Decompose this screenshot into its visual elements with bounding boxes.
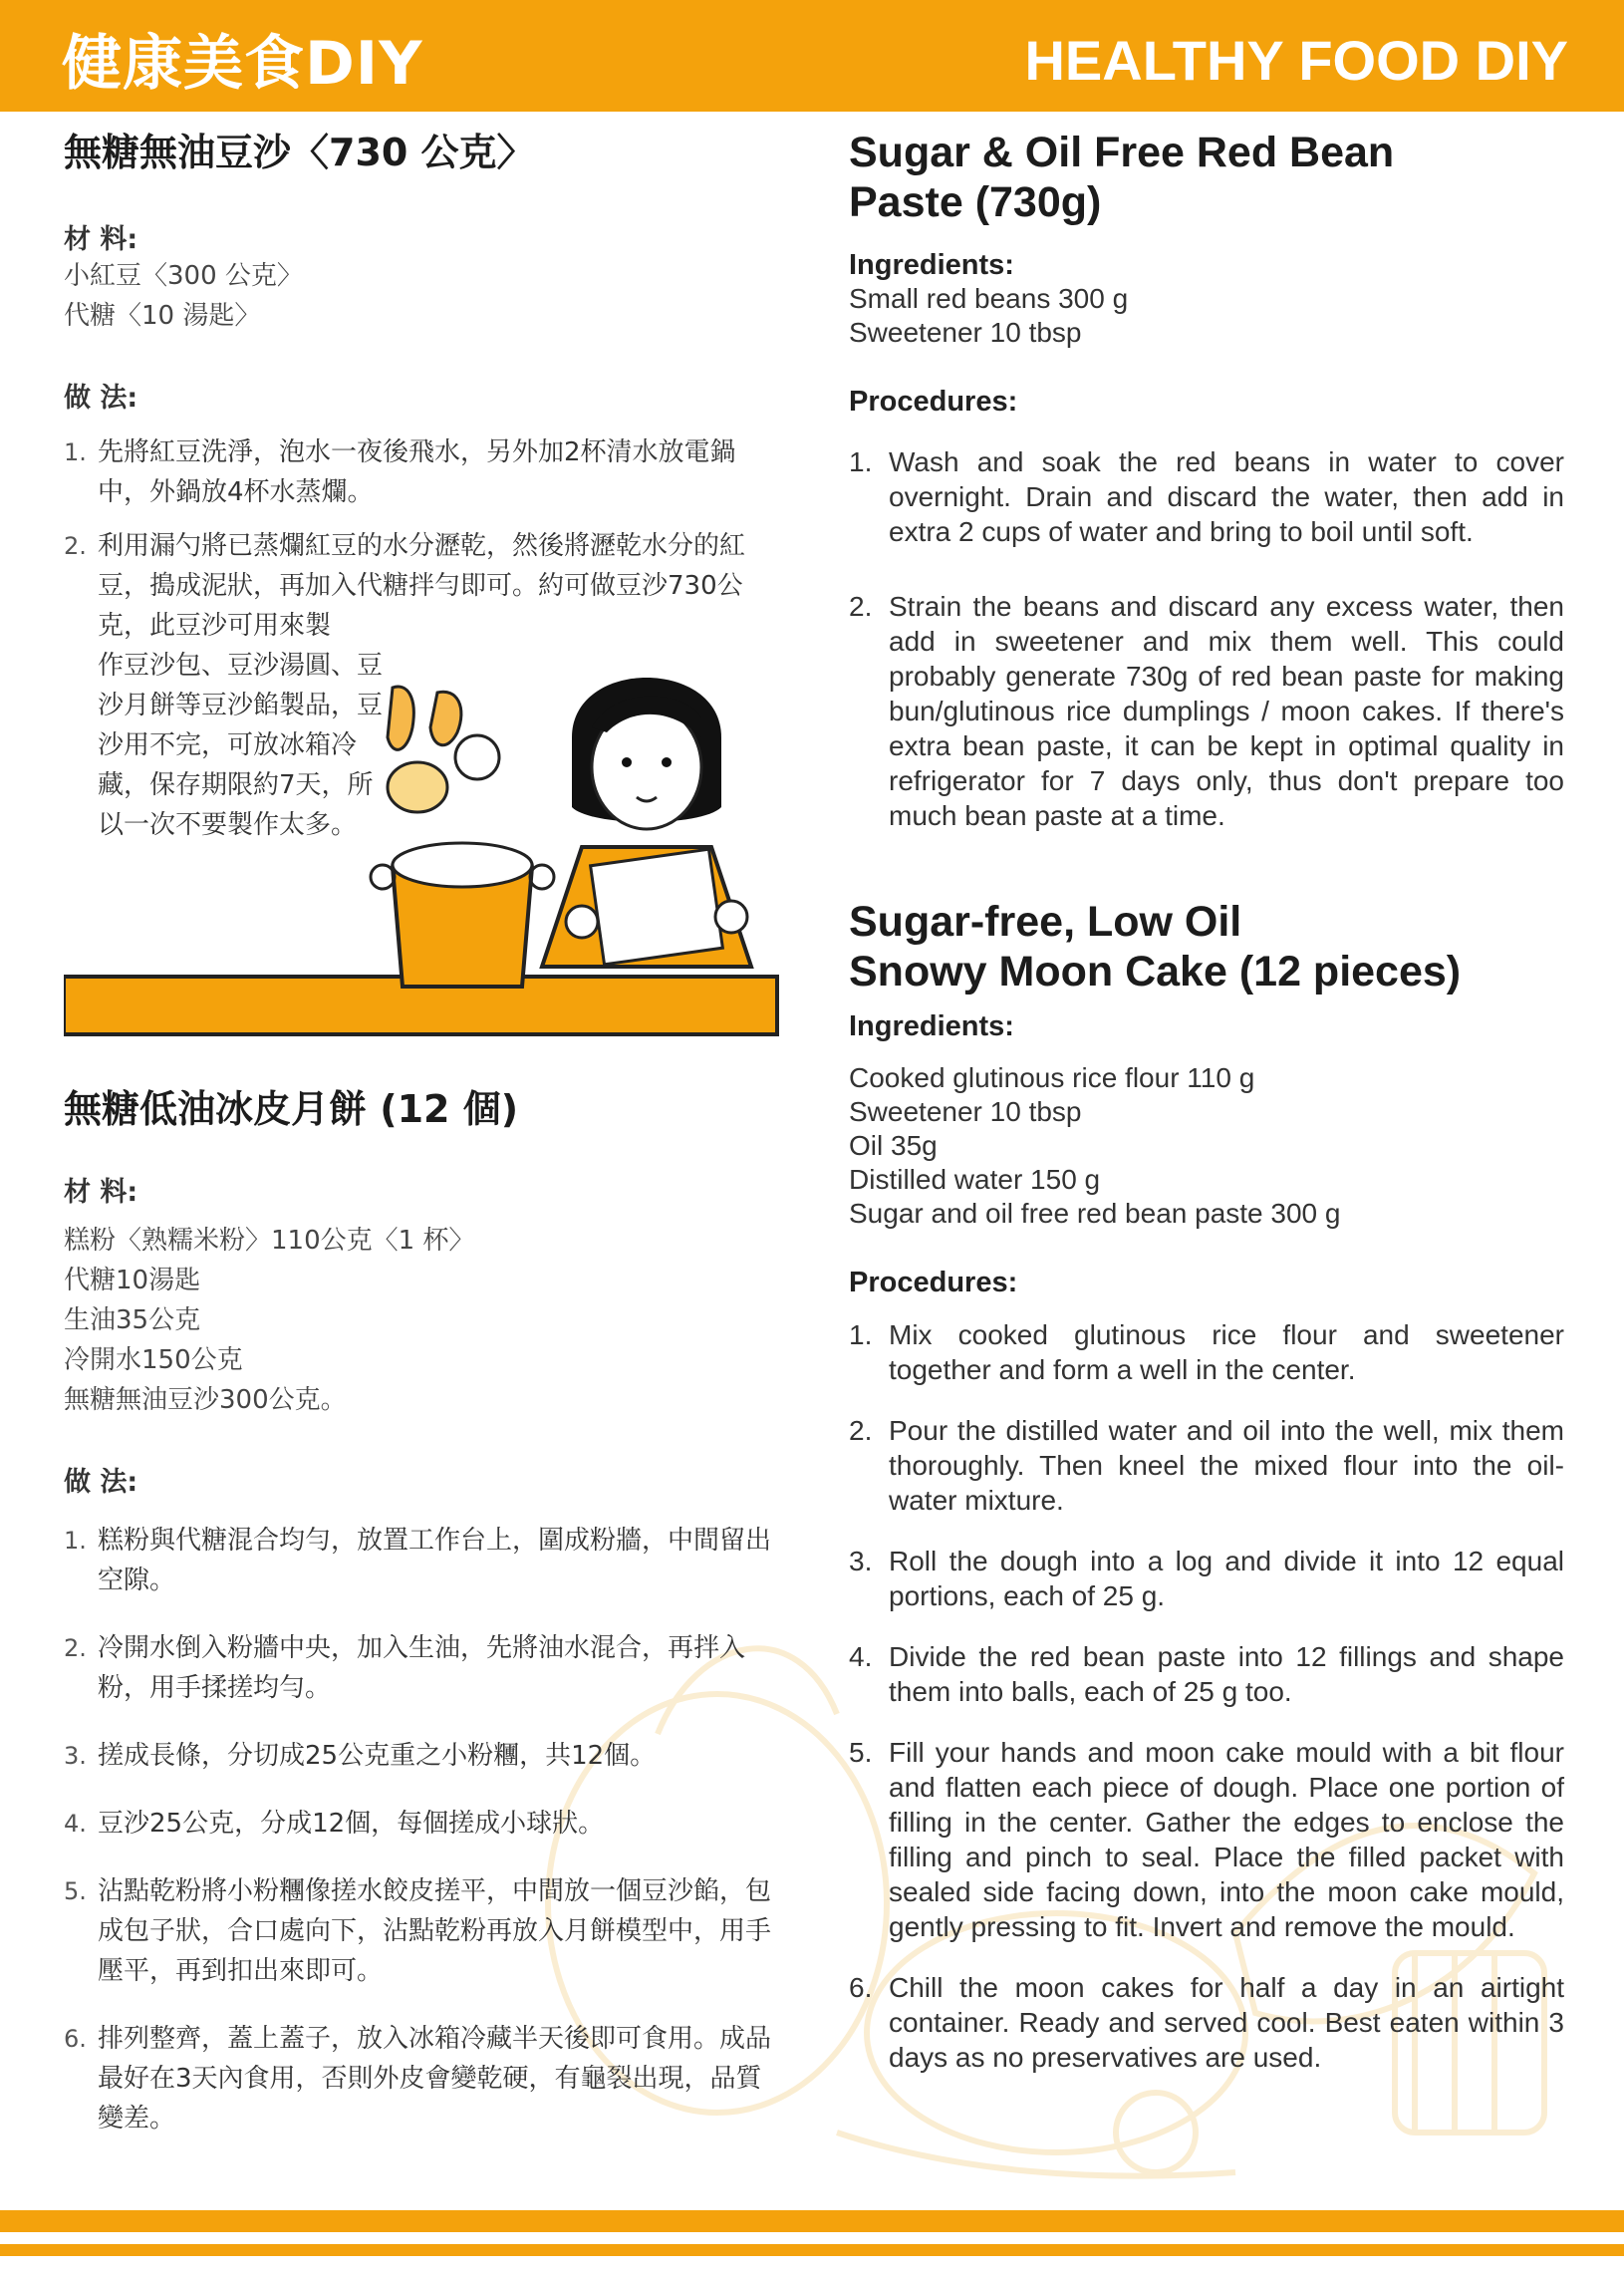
step-number: 2.: [64, 1633, 87, 1662]
step-number: 1.: [64, 1526, 87, 1555]
step-text: Strain the beans and discard any excess water, then add in sweetener and mix them well. This could probably generate 730g of red bean paste for making bun/glutinous rice dumplings / moon cakes. If there's extra bean paste, it can be kept in optimal quality in refrigerator for 7 days only, thus don't prepare too much bean paste at a time.: [889, 591, 1564, 831]
step-item: [849, 1317, 1564, 1387]
step-text: 糕粉與代糖混合均勻，放置工作台上，圍成粉牆，中間留出空隙。: [98, 1525, 772, 1595]
step-number: 4.: [64, 1809, 87, 1838]
step-number: 1.: [849, 1319, 873, 1350]
ingredient-item: Sweetener 10 tbsp: [849, 317, 1082, 348]
step-item: [64, 1521, 781, 1600]
step-item: [64, 1871, 781, 1991]
ingredient-item: 代糖〈10 湯匙〉: [64, 300, 261, 331]
procedures-label-en: Procedures:: [849, 386, 1018, 418]
procedures-label-cn: 做 法:: [64, 1466, 138, 1498]
step-item: [64, 432, 781, 512]
step-item: [64, 2019, 781, 2138]
recipe1-title-en-line2: Paste (730g): [849, 178, 1102, 226]
step-number: 5.: [849, 1737, 873, 1768]
step-text: Mix cooked glutinous rice flour and sweetener together and form a well in the center.: [889, 1319, 1564, 1385]
page-header: [0, 0, 1624, 112]
step-number: 3.: [64, 1741, 87, 1770]
step-text: Wash and soak the red beans in water to cover overnight. Drain and discard the water, then add in extra 2 cups of water and bring to boil until soft.: [889, 446, 1564, 547]
ingredients-label-en: Ingredients:: [849, 1010, 1014, 1042]
ingredients-label-cn: 材 料:: [64, 223, 138, 255]
english-column: [849, 128, 1564, 2075]
ingredient-item: 生油35公克: [64, 1304, 201, 1335]
step-number: 1.: [64, 437, 87, 466]
step-text: 冷開水倒入粉牆中央，加入生油，先將油水混合，再拌入粉，用手揉搓均勻。: [98, 1632, 746, 1703]
chinese-recipe2: [64, 1086, 781, 2138]
step-item: [64, 1804, 781, 1844]
procedures-label-en: Procedures:: [849, 1267, 1018, 1298]
step-text: Roll the dough into a log and divide it into 12 equal portions, each of 25 g.: [889, 1546, 1564, 1611]
step-text: 搓成長條，分切成25公克重之小粉糰，共12個。: [98, 1740, 657, 1771]
step-item: [64, 526, 781, 646]
step-number: 2.: [849, 1415, 873, 1446]
step-item: [64, 1736, 781, 1776]
step-item: [849, 1544, 1564, 1613]
header-title-en: HEALTHY FOOD DIY: [1024, 29, 1568, 92]
ingredient-item: Oil 35g: [849, 1130, 938, 1161]
step-item: [849, 444, 1564, 549]
footer-stripe: [0, 2210, 1624, 2232]
procedures-label-cn: 做 法:: [64, 382, 138, 414]
header-title-cn: 健康美食DIY: [62, 29, 423, 99]
ingredient-item: Sugar and oil free red bean paste 300 g: [849, 1198, 1341, 1229]
ingredients-label-cn: 材 料:: [64, 1176, 138, 1208]
recipe2-title-en-line2: Snowy Moon Cake (12 pieces): [849, 948, 1462, 996]
recipe1-title-cn: 無糖無油豆沙〈730 公克〉: [64, 131, 535, 174]
step-text: 排列整齊，蓋上蓋子，放入冰箱冷藏半天後即可食用。成品最好在3天內食用，否則外皮會變乾硬，有龜裂出現，品質變差。: [98, 2023, 772, 2134]
girl-reading-recipe-icon: [64, 638, 781, 1036]
footer-stripe: [0, 2244, 1624, 2256]
ingredient-item: 無糖無油豆沙300公克。: [64, 1384, 347, 1415]
recipe1-title-en-line1: Sugar & Oil Free Red Bean: [849, 129, 1395, 176]
step-text: 沾點乾粉將小粉糰像搓水餃皮搓平，中間放一個豆沙餡，包成包子狀，合口處向下，沾點乾粉再放入月餅模型中，用手壓平，再到扣出來即可。: [98, 1875, 772, 1986]
step-item: [849, 589, 1564, 833]
step-number: 2.: [849, 591, 873, 622]
step-text: Divide the red bean paste into 12 fillings and shape them into balls, each of 25 g too.: [889, 1641, 1564, 1707]
ingredient-item: 小紅豆〈300 公克〉: [64, 260, 303, 291]
step-number: 6.: [64, 2024, 87, 2053]
step-number: 6.: [849, 1972, 873, 2003]
step-text: Chill the moon cakes for half a day in an airtight container. Ready and served cool. Best eaten within 3 days as no preservatives are used.: [889, 1972, 1564, 2073]
step-number: 1.: [849, 446, 873, 477]
step-number: 4.: [849, 1641, 873, 1672]
recipe2-title-cn: 無糖低油冰皮月餅 (12 個): [64, 1087, 519, 1131]
step-item: [849, 1639, 1564, 1709]
step-text: 利用漏勺將已蒸爛紅豆的水分瀝乾，然後將瀝乾水分的紅豆，搗成泥狀，再加入代糖拌勻即可。約可做豆沙730公克，此豆沙可用來製: [98, 530, 746, 641]
step-number: 2.: [64, 531, 87, 560]
step-text: 豆沙25公克，分成12個，每個搓成小球狀。: [98, 1808, 605, 1839]
step-text: Pour the distilled water and oil into the well, mix them thoroughly. Then kneel the mixed flour into the oil-water mixture.: [889, 1415, 1564, 1516]
ingredient-item: Cooked glutinous rice flour 110 g: [849, 1062, 1255, 1093]
ingredient-item: Small red beans 300 g: [849, 283, 1129, 314]
step-text: Fill your hands and moon cake mould with a bit flour and flatten each piece of dough. Place one portion of filling in the center. Gather the edges to enclose the filling and pinch to seal. Place the filled packet with sealed side facing down, into the moon cake mould, gently pressing to fit. Invert and remove the mould.: [889, 1737, 1564, 1942]
step-item: [849, 1735, 1564, 1944]
ingredient-item: 代糖10湯匙: [64, 1265, 201, 1295]
ingredient-item: 糕粉〈熟糯米粉〉110公克〈1 杯〉: [64, 1225, 475, 1256]
step-number: 3.: [849, 1546, 873, 1576]
ingredient-item: Sweetener 10 tbsp: [849, 1096, 1082, 1127]
step-item: [64, 1628, 781, 1708]
ingredients-label-en: Ingredients:: [849, 249, 1014, 281]
step-number: 5.: [64, 1876, 87, 1905]
step-item: [849, 1413, 1564, 1518]
step-item: [849, 1970, 1564, 2075]
step-text: 作豆沙包、豆沙湯圓、豆沙月餅等豆沙餡製品，豆沙用不完，可放冰箱冷藏，保存期限約7天，所以一次不要製作太多。: [98, 650, 384, 840]
ingredient-item: Distilled water 150 g: [849, 1164, 1101, 1195]
ingredient-item: 冷開水150公克: [64, 1344, 243, 1375]
step-text: 先將紅豆洗淨，泡水一夜後飛水，另外加2杯清水放電鍋中，外鍋放4杯水蒸爛。: [98, 436, 736, 507]
recipe2-title-en-line1: Sugar-free, Low Oil: [849, 898, 1242, 946]
